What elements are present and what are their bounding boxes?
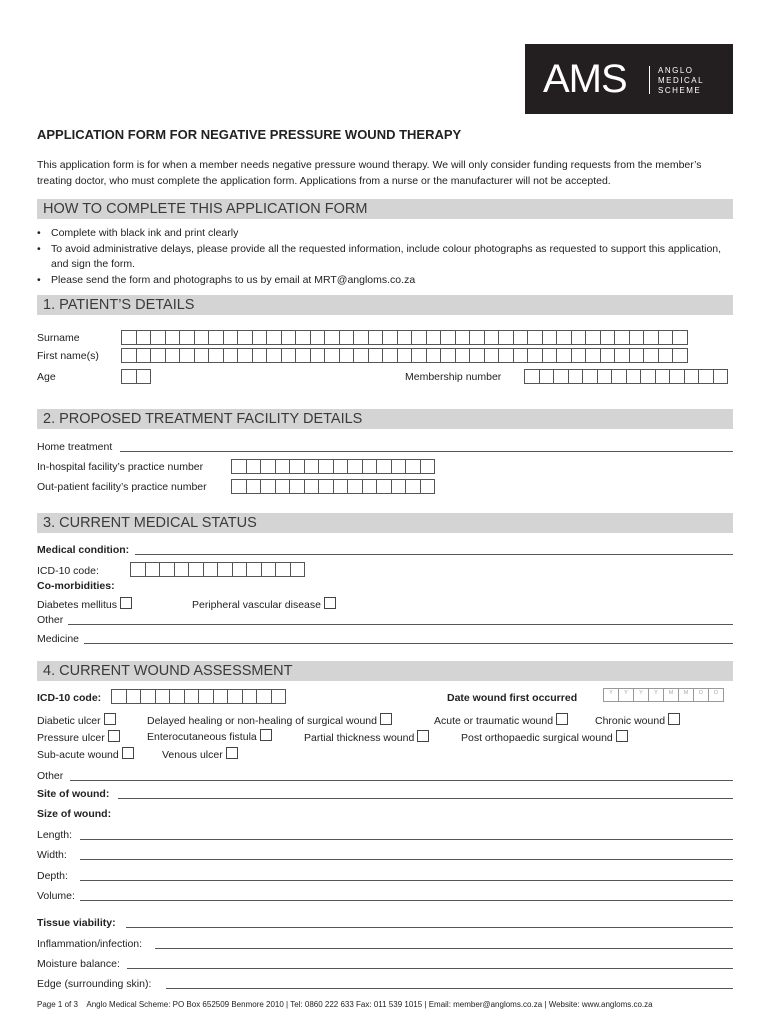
width-label: Width: — [37, 849, 67, 861]
character-cell[interactable] — [252, 330, 268, 345]
character-cell[interactable] — [527, 330, 543, 345]
date-cell-year[interactable]: Y — [633, 688, 649, 702]
character-cell[interactable] — [353, 330, 369, 345]
character-cell[interactable] — [136, 348, 152, 363]
character-cell[interactable] — [333, 459, 349, 474]
fistula-checkbox[interactable] — [260, 729, 272, 741]
subacute-label: Sub-acute wound — [37, 749, 119, 761]
character-cell[interactable] — [130, 562, 146, 577]
character-cell[interactable] — [597, 369, 613, 384]
medicine-line[interactable] — [84, 643, 733, 644]
character-cell[interactable] — [368, 348, 384, 363]
character-cell[interactable] — [179, 330, 195, 345]
intro-text: This application form is for when a member needs negative pressure wound therapy. We will only consider funding requests from the member’s treating doctor, who must complete the application form. Applications from a nurse or the manufacturer will not be accepted. — [37, 159, 702, 187]
diabetic-ulcer-label: Diabetic ulcer — [37, 715, 101, 727]
character-cell[interactable] — [629, 330, 645, 345]
delayed-healing-label: Delayed healing or non-healing of surgical wound — [147, 715, 377, 727]
character-cell[interactable] — [324, 330, 340, 345]
date-cell-year[interactable]: Y — [618, 688, 634, 702]
date-cell-year[interactable]: Y — [648, 688, 664, 702]
chronic-wound-label: Chronic wound — [595, 715, 666, 727]
inflammation-label: Inflammation/infection: — [37, 938, 143, 950]
edge-line[interactable] — [166, 988, 733, 989]
instruction-item: • Please send the form and photographs to us by email at MRT@angloms.co.za — [37, 273, 737, 289]
character-cell[interactable] — [655, 369, 671, 384]
depth-label: Depth: — [37, 870, 68, 882]
character-cell[interactable] — [231, 479, 247, 494]
tissue-viability-label: Tissue viability: — [37, 917, 116, 929]
partial-thickness-checkbox[interactable] — [417, 730, 429, 742]
age-field[interactable] — [121, 369, 150, 384]
logo-mark: AMS — [543, 57, 627, 101]
character-cell[interactable] — [669, 369, 685, 384]
character-cell[interactable] — [600, 330, 616, 345]
post-ortho-option — [461, 730, 628, 744]
membership-label: Membership number — [405, 371, 502, 383]
section-medical-heading: 3. CURRENT MEDICAL STATUS — [37, 513, 733, 533]
character-cell[interactable] — [498, 330, 514, 345]
character-cell[interactable] — [145, 562, 161, 577]
character-cell[interactable] — [165, 330, 181, 345]
character-cell[interactable] — [405, 459, 421, 474]
character-cell[interactable] — [155, 689, 171, 704]
character-cell[interactable] — [629, 348, 645, 363]
character-cell[interactable] — [208, 348, 224, 363]
edge-label: Edge (surrounding skin): — [37, 978, 152, 990]
acute-wound-checkbox[interactable] — [556, 713, 568, 725]
logo-line-2: MEDICAL — [658, 76, 705, 85]
pvd-label: Peripheral vascular disease — [192, 599, 321, 611]
character-cell[interactable] — [252, 348, 268, 363]
character-cell[interactable] — [213, 689, 229, 704]
character-cell[interactable] — [290, 562, 306, 577]
age-label: Age — [37, 371, 56, 383]
character-cell[interactable] — [614, 348, 630, 363]
character-cell[interactable] — [376, 479, 392, 494]
length-line[interactable] — [80, 839, 733, 840]
length-label: Length: — [37, 829, 73, 841]
wound-icd10-label: ICD-10 code: — [37, 692, 102, 704]
character-cell[interactable] — [275, 459, 291, 474]
character-cell[interactable] — [484, 348, 500, 363]
first-names-field[interactable] — [121, 348, 687, 363]
character-cell[interactable] — [318, 479, 334, 494]
volume-label: Volume: — [37, 890, 75, 902]
character-cell[interactable] — [227, 689, 243, 704]
character-cell[interactable] — [556, 348, 572, 363]
character-cell[interactable] — [568, 369, 584, 384]
character-cell[interactable] — [304, 479, 320, 494]
character-cell[interactable] — [382, 330, 398, 345]
chronic-wound-option — [595, 713, 680, 727]
character-cell[interactable] — [237, 330, 253, 345]
character-cell[interactable] — [542, 330, 558, 345]
character-cell[interactable] — [256, 689, 272, 704]
date-cell-day[interactable]: D — [693, 688, 709, 702]
footer-contact: Anglo Medical Scheme: PO Box 652509 Benmore 2010 | Tel: 0860 222 633 Fax: 011 539 1015 | Email: member@angloms.co.za | Website: www.angloms.co.za — [86, 1000, 653, 1009]
character-cell[interactable] — [362, 479, 378, 494]
venous-ulcer-checkbox[interactable] — [226, 747, 238, 759]
character-cell[interactable] — [672, 348, 688, 363]
character-cell[interactable] — [556, 330, 572, 345]
character-cell[interactable] — [184, 689, 200, 704]
character-cell[interactable] — [203, 562, 219, 577]
inhospital-label: In-hospital facility’s practice number — [37, 461, 204, 473]
post-ortho-checkbox[interactable] — [616, 730, 628, 742]
icd10-label: ICD-10 code: — [37, 565, 99, 577]
character-cell[interactable] — [275, 562, 291, 577]
diabetic-ulcer-option — [37, 713, 116, 727]
partial-thickness-option — [304, 730, 429, 744]
character-cell[interactable] — [658, 348, 674, 363]
volume-line[interactable] — [80, 900, 733, 901]
site-line[interactable] — [118, 798, 733, 799]
home-treatment-label: Home treatment — [37, 441, 113, 453]
character-cell[interactable] — [713, 369, 729, 384]
character-cell[interactable] — [426, 348, 442, 363]
character-cell[interactable] — [271, 689, 287, 704]
date-cell-day[interactable]: D — [708, 688, 724, 702]
character-cell[interactable] — [672, 330, 688, 345]
character-cell[interactable] — [339, 348, 355, 363]
character-cell[interactable] — [498, 348, 514, 363]
character-cell[interactable] — [411, 330, 427, 345]
character-cell[interactable] — [440, 330, 456, 345]
tissue-viability-line[interactable] — [126, 927, 733, 928]
partial-thickness-label: Partial thickness wound — [304, 732, 415, 744]
ams-logo — [525, 44, 733, 114]
character-cell[interactable] — [121, 330, 137, 345]
character-cell[interactable] — [611, 369, 627, 384]
section-facility-heading: 2. PROPOSED TREATMENT FACILITY DETAILS — [37, 409, 733, 429]
character-cell[interactable] — [469, 348, 485, 363]
character-cell[interactable] — [333, 479, 349, 494]
acute-wound-label: Acute or traumatic wound — [434, 715, 554, 727]
inflammation-line[interactable] — [155, 948, 733, 949]
character-cell[interactable] — [231, 459, 247, 474]
character-cell[interactable] — [420, 479, 436, 494]
character-cell[interactable] — [295, 330, 311, 345]
icd10-field[interactable] — [130, 562, 304, 577]
post-ortho-label: Post orthopaedic surgical wound — [461, 732, 613, 744]
page-footer — [37, 1000, 653, 1009]
character-cell[interactable] — [484, 330, 500, 345]
character-cell[interactable] — [174, 562, 190, 577]
character-cell[interactable] — [246, 479, 262, 494]
character-cell[interactable] — [426, 330, 442, 345]
character-cell[interactable] — [194, 348, 210, 363]
character-cell[interactable] — [324, 348, 340, 363]
character-cell[interactable] — [600, 348, 616, 363]
outpatient-practice-field[interactable] — [231, 479, 434, 494]
medicine-label: Medicine — [37, 633, 80, 645]
date-occurred-field[interactable] — [603, 688, 723, 702]
character-cell[interactable] — [420, 459, 436, 474]
character-cell[interactable] — [217, 562, 233, 577]
character-cell[interactable] — [582, 369, 598, 384]
logo-divider — [649, 66, 650, 94]
character-cell[interactable] — [391, 479, 407, 494]
character-cell[interactable] — [362, 459, 378, 474]
character-cell[interactable] — [347, 459, 363, 474]
site-label: Site of wound: — [37, 788, 110, 800]
delayed-healing-option — [147, 713, 392, 727]
medical-condition-label: Medical condition: — [37, 544, 130, 556]
character-cell[interactable] — [140, 689, 156, 704]
diabetic-ulcer-checkbox[interactable] — [104, 713, 116, 725]
diabetes-option — [37, 597, 132, 611]
logo-line-3: SCHEME — [658, 86, 702, 95]
character-cell[interactable] — [391, 459, 407, 474]
wound-icd10-field[interactable] — [111, 689, 285, 704]
character-cell[interactable] — [223, 348, 239, 363]
pvd-option — [192, 597, 336, 611]
character-cell[interactable] — [126, 689, 142, 704]
date-occurred-label: Date wound first occurred — [447, 692, 578, 704]
character-cell[interactable] — [246, 459, 262, 474]
instructions-list — [37, 226, 737, 288]
character-cell[interactable] — [111, 689, 127, 704]
wound-other-line[interactable] — [70, 780, 733, 781]
pressure-ulcer-option — [37, 730, 120, 744]
character-cell[interactable] — [626, 369, 642, 384]
character-cell[interactable] — [658, 330, 674, 345]
delayed-healing-checkbox[interactable] — [380, 713, 392, 725]
character-cell[interactable] — [376, 459, 392, 474]
character-cell[interactable] — [208, 330, 224, 345]
character-cell[interactable] — [159, 562, 175, 577]
size-label: Size of wound: — [37, 808, 112, 820]
character-cell[interactable] — [513, 348, 529, 363]
section-how-heading: HOW TO COMPLETE THIS APPLICATION FORM — [37, 199, 733, 219]
membership-field[interactable] — [524, 369, 727, 384]
date-cell-year[interactable]: Y — [603, 688, 619, 702]
character-cell[interactable] — [150, 330, 166, 345]
diabetes-label: Diabetes mellitus — [37, 599, 117, 611]
character-cell[interactable] — [347, 479, 363, 494]
character-cell[interactable] — [289, 459, 305, 474]
character-cell[interactable] — [165, 348, 181, 363]
character-cell[interactable] — [643, 348, 659, 363]
character-cell[interactable] — [553, 369, 569, 384]
fistula-label: Enterocutaneous fistula — [147, 731, 257, 743]
surname-label: Surname — [37, 332, 80, 344]
character-cell[interactable] — [246, 562, 262, 577]
character-cell[interactable] — [289, 479, 305, 494]
venous-ulcer-label: Venous ulcer — [162, 749, 223, 761]
character-cell[interactable] — [121, 348, 137, 363]
character-cell[interactable] — [411, 348, 427, 363]
date-cell-month[interactable]: M — [678, 688, 694, 702]
character-cell[interactable] — [382, 348, 398, 363]
character-cell[interactable] — [260, 459, 276, 474]
character-cell[interactable] — [469, 330, 485, 345]
page-number: Page 1 of 3 — [37, 1000, 78, 1009]
first-names-label: First name(s) — [37, 350, 99, 362]
character-cell[interactable] — [266, 348, 282, 363]
character-cell[interactable] — [524, 369, 540, 384]
outpatient-label: Out-patient facility’s practice number — [37, 481, 207, 493]
character-cell[interactable] — [643, 330, 659, 345]
character-cell[interactable] — [571, 348, 587, 363]
character-cell[interactable] — [275, 479, 291, 494]
subacute-option — [37, 747, 134, 761]
moisture-label: Moisture balance: — [37, 958, 120, 970]
character-cell[interactable] — [513, 330, 529, 345]
logo-subtitle — [658, 66, 704, 96]
character-cell[interactable] — [397, 330, 413, 345]
character-cell[interactable] — [242, 689, 258, 704]
character-cell[interactable] — [640, 369, 656, 384]
character-cell[interactable] — [318, 459, 334, 474]
comorbidities-label: Co-morbidities: — [37, 580, 115, 592]
character-cell[interactable] — [310, 348, 326, 363]
character-cell[interactable] — [455, 330, 471, 345]
character-cell[interactable] — [266, 330, 282, 345]
character-cell[interactable] — [281, 330, 297, 345]
character-cell[interactable] — [150, 348, 166, 363]
pressure-ulcer-label: Pressure ulcer — [37, 732, 105, 744]
instruction-item: • To avoid administrative delays, please provide all the requested information, include colour photographs as requested to support this application, and sign the form. — [37, 242, 737, 273]
character-cell[interactable] — [614, 330, 630, 345]
wound-other-label: Other — [37, 770, 64, 782]
character-cell[interactable] — [684, 369, 700, 384]
character-cell[interactable] — [585, 348, 601, 363]
venous-ulcer-option — [162, 747, 238, 761]
character-cell[interactable] — [440, 348, 456, 363]
form-title: APPLICATION FORM FOR NEGATIVE PRESSURE WOUND THERAPY — [37, 127, 462, 142]
character-cell[interactable] — [232, 562, 248, 577]
character-cell[interactable] — [455, 348, 471, 363]
moisture-line[interactable] — [127, 968, 733, 969]
width-line[interactable] — [80, 859, 733, 860]
date-cell-month[interactable]: M — [663, 688, 679, 702]
character-cell[interactable] — [353, 348, 369, 363]
character-cell[interactable] — [223, 330, 239, 345]
other-label: Other — [37, 614, 64, 626]
character-cell[interactable] — [136, 369, 152, 384]
diabetes-checkbox[interactable] — [120, 597, 132, 609]
character-cell[interactable] — [368, 330, 384, 345]
character-cell[interactable] — [198, 689, 214, 704]
character-cell[interactable] — [237, 348, 253, 363]
character-cell[interactable] — [169, 689, 185, 704]
other-line[interactable] — [68, 624, 733, 625]
character-cell[interactable] — [136, 330, 152, 345]
character-cell[interactable] — [585, 330, 601, 345]
character-cell[interactable] — [261, 562, 277, 577]
character-cell[interactable] — [397, 348, 413, 363]
character-cell[interactable] — [571, 330, 587, 345]
depth-line[interactable] — [80, 880, 733, 881]
character-cell[interactable] — [310, 330, 326, 345]
pressure-ulcer-checkbox[interactable] — [108, 730, 120, 742]
character-cell[interactable] — [179, 348, 195, 363]
home-treatment-line[interactable] — [120, 451, 733, 452]
character-cell[interactable] — [281, 348, 297, 363]
fistula-option — [147, 729, 272, 743]
character-cell[interactable] — [188, 562, 204, 577]
inhospital-practice-field[interactable] — [231, 459, 434, 474]
character-cell[interactable] — [339, 330, 355, 345]
character-cell[interactable] — [304, 459, 320, 474]
character-cell[interactable] — [260, 479, 276, 494]
medical-condition-line[interactable] — [135, 554, 733, 555]
character-cell[interactable] — [527, 348, 543, 363]
logo-line-1: ANGLO — [658, 66, 694, 75]
surname-field[interactable] — [121, 330, 687, 345]
character-cell[interactable] — [405, 479, 421, 494]
subacute-checkbox[interactable] — [122, 747, 134, 759]
pvd-checkbox[interactable] — [324, 597, 336, 609]
character-cell[interactable] — [295, 348, 311, 363]
character-cell[interactable] — [539, 369, 555, 384]
chronic-wound-checkbox[interactable] — [668, 713, 680, 725]
section-wound-heading: 4. CURRENT WOUND ASSESSMENT — [37, 661, 733, 681]
character-cell[interactable] — [121, 369, 137, 384]
instruction-item: • Complete with black ink and print clearly — [37, 226, 737, 242]
character-cell[interactable] — [194, 330, 210, 345]
section-patient-heading: 1. PATIENT’S DETAILS — [37, 295, 733, 315]
character-cell[interactable] — [698, 369, 714, 384]
acute-wound-option — [434, 713, 568, 727]
character-cell[interactable] — [542, 348, 558, 363]
